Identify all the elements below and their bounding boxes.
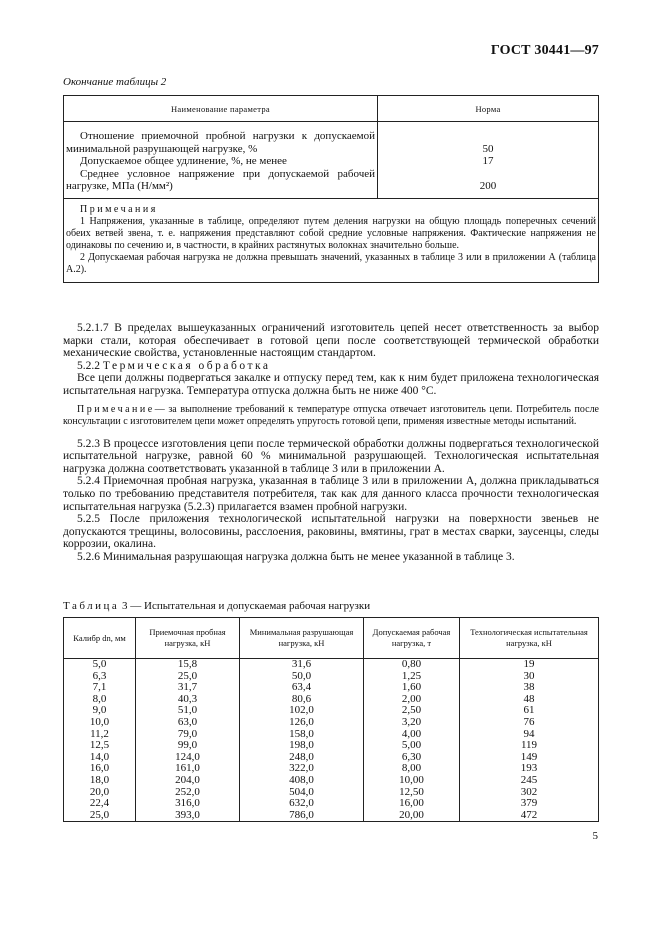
table3-header-3: Минимальная разрушающая нагрузка, кН bbox=[240, 618, 364, 659]
table3-cell: 12,50 bbox=[364, 787, 460, 799]
document-code: ГОСТ 30441—97 bbox=[490, 43, 599, 58]
table3-cell: 504,0 bbox=[240, 787, 364, 799]
table3-cell: 1,60 bbox=[364, 682, 460, 694]
table3-cell: 76 bbox=[460, 717, 599, 729]
table-row bbox=[64, 763, 599, 775]
table-row bbox=[64, 775, 599, 787]
table3-cell: 25,0 bbox=[64, 810, 136, 822]
table3-cell: 119 bbox=[460, 740, 599, 752]
table-row bbox=[64, 810, 599, 822]
table3-cell: 80,6 bbox=[240, 694, 364, 706]
table3-cell: 408,0 bbox=[240, 775, 364, 787]
table3-cell: 149 bbox=[460, 752, 599, 764]
table3-cell: 63,0 bbox=[136, 717, 240, 729]
table-row bbox=[64, 682, 599, 694]
table-row bbox=[64, 729, 599, 741]
table3-cell: 19 bbox=[460, 659, 599, 671]
table3 bbox=[63, 617, 599, 822]
table-row bbox=[64, 659, 599, 671]
table3-cell: 393,0 bbox=[136, 810, 240, 822]
heat-treatment-note bbox=[63, 404, 599, 428]
table3-cell: 5,0 bbox=[64, 659, 136, 671]
table3-cell: 38 bbox=[460, 682, 599, 694]
note-2: 2 Допускаемая рабочая нагрузка не должна превышать значений, указанных в таблице 3 или в приложении А (таблица А.2). bbox=[66, 251, 596, 275]
notes-title: Примечания bbox=[80, 203, 158, 215]
table2-caption: Окончание таблицы 2 bbox=[63, 76, 167, 88]
table-row bbox=[64, 694, 599, 706]
table3-header-4: Допускаемая рабочая нагрузка, т bbox=[364, 618, 460, 659]
table3-body bbox=[64, 659, 599, 822]
table3-cell: 102,0 bbox=[240, 705, 364, 717]
table-row bbox=[64, 787, 599, 799]
table2-param-1: Отношение приемочной пробной нагрузки к допускаемой минимальной разрушающей нагрузке, % bbox=[66, 130, 375, 155]
table3-cell: 94 bbox=[460, 729, 599, 741]
table3-cell: 248,0 bbox=[240, 752, 364, 764]
table3-cell: 40,3 bbox=[136, 694, 240, 706]
para-5-2-5: 5.2.5 После приложения технологической испытательной нагрузки на поверхности звеньев не допускаются трещины, волосовины, расслоения, раковины, вмятины, грат в местах сварки, заусенцы, следы коррозии, окалина. bbox=[63, 513, 599, 551]
table-row bbox=[64, 717, 599, 729]
table-row bbox=[64, 705, 599, 717]
table3-cell: 2,50 bbox=[364, 705, 460, 717]
table3-cell: 316,0 bbox=[136, 798, 240, 810]
table3-cell: 322,0 bbox=[240, 763, 364, 775]
para-5-2-4: 5.2.4 Приемочная пробная нагрузка, указанная в таблице 3 или в приложении А, должна прикладываться только по требованию представителя потребителя, так как для данного класса прочности технологическая испытательная нагрузка (5.2.3) прилагается взамен пробной нагрузки. bbox=[63, 475, 599, 513]
note-label: Примечание bbox=[77, 403, 155, 415]
table2 bbox=[63, 95, 599, 283]
table3-cell: 124,0 bbox=[136, 752, 240, 764]
table3-cell: 6,3 bbox=[64, 671, 136, 683]
table3-cell: 302 bbox=[460, 787, 599, 799]
table3-cell: 14,0 bbox=[64, 752, 136, 764]
table3-cell: 16,0 bbox=[64, 763, 136, 775]
table3-caption-text: 3 — Испытательная и допускаемая рабочая нагрузки bbox=[122, 600, 371, 612]
table3-cell: 48 bbox=[460, 694, 599, 706]
table3-cell: 3,20 bbox=[364, 717, 460, 729]
table3-cell: 25,0 bbox=[136, 671, 240, 683]
table3-header-1: Калибр dn, мм bbox=[64, 618, 136, 659]
table3-caption-word: Таблица bbox=[63, 600, 120, 612]
table3-cell: 18,0 bbox=[64, 775, 136, 787]
para-5-2-3: 5.2.3 В процессе изготовления цепи после термической обработки должны подвергаться технологической испытательной нагрузке, равной 60 % минимальной разрушающей. Технологическая испытательная нагрузка должна соответствовать указанной в таблице 3 или в приложении А. bbox=[63, 437, 599, 475]
table3-cell: 12,5 bbox=[64, 740, 136, 752]
table3-cell: 6,30 bbox=[364, 752, 460, 764]
table3-cell: 1,25 bbox=[364, 671, 460, 683]
table3-cell: 198,0 bbox=[240, 740, 364, 752]
table3-cell: 4,00 bbox=[364, 729, 460, 741]
table3-cell: 204,0 bbox=[136, 775, 240, 787]
table3-cell: 9,0 bbox=[64, 705, 136, 717]
table-row bbox=[64, 752, 599, 764]
table3-cell: 20,00 bbox=[364, 810, 460, 822]
para-heat-treatment: Все цепи должны подвергаться закалке и отпуску перед тем, как к ним будет приложена технологическая испытательная нагрузка. Температура отпуска должна быть не ниже 400 °С. bbox=[63, 372, 599, 397]
table3-cell: 786,0 bbox=[240, 810, 364, 822]
table2-notes bbox=[64, 198, 599, 282]
table2-param-2: Допускаемое общее удлинение, %, не менее bbox=[80, 155, 287, 168]
table3-cell: 472 bbox=[460, 810, 599, 822]
table2-header-norm: Норма bbox=[378, 96, 599, 122]
table3-cell: 63,4 bbox=[240, 682, 364, 694]
table3-cell: 379 bbox=[460, 798, 599, 810]
table3-cell: 8,0 bbox=[64, 694, 136, 706]
table3-cell: 0,80 bbox=[364, 659, 460, 671]
table3-header-2: Приемочная пробная нагрузка, кН bbox=[136, 618, 240, 659]
table2-param-cell bbox=[64, 122, 378, 199]
table3-caption bbox=[63, 600, 370, 612]
table3-cell: 20,0 bbox=[64, 787, 136, 799]
table-row bbox=[64, 740, 599, 752]
table3-cell: 5,00 bbox=[364, 740, 460, 752]
table3-cell: 16,00 bbox=[364, 798, 460, 810]
table3-cell: 193 bbox=[460, 763, 599, 775]
table2-norm-1: 50 bbox=[482, 142, 494, 155]
table3-cell: 79,0 bbox=[136, 729, 240, 741]
table2-header-param: Наименование параметра bbox=[64, 96, 378, 122]
para-5-2-2-heading bbox=[63, 360, 599, 373]
table-row bbox=[64, 671, 599, 683]
table3-header-row bbox=[64, 618, 599, 659]
table2-norm-3: 200 bbox=[479, 180, 497, 193]
table3-cell: 252,0 bbox=[136, 787, 240, 799]
table3-cell: 161,0 bbox=[136, 763, 240, 775]
para-5-2-1-7: 5.2.1.7 В пределах вышеуказанных ограничений изготовитель цепей несет ответственность за выбор марки стали, которая обеспечивает в готовой цепи после соответствующей термической обработки механические свойства, установленные настоящим стандартом. bbox=[63, 322, 599, 360]
table2-norm-cell bbox=[378, 122, 599, 199]
table3-cell: 7,1 bbox=[64, 682, 136, 694]
table2-norm-2: 17 bbox=[482, 155, 494, 168]
table3-cell: 8,00 bbox=[364, 763, 460, 775]
table3-cell: 10,0 bbox=[64, 717, 136, 729]
table3-header-5: Технологическая испытательная нагрузка, кН bbox=[460, 618, 599, 659]
table3-cell: 22,4 bbox=[64, 798, 136, 810]
table3-cell: 245 bbox=[460, 775, 599, 787]
body-text bbox=[63, 322, 599, 564]
table3-cell: 51,0 bbox=[136, 705, 240, 717]
table3-cell: 126,0 bbox=[240, 717, 364, 729]
section-number: 5.2.2 bbox=[77, 359, 100, 372]
section-title: Термическая обработка bbox=[102, 359, 271, 372]
table3-cell: 61 bbox=[460, 705, 599, 717]
table3-cell: 15,8 bbox=[136, 659, 240, 671]
table3-cell: 31,6 bbox=[240, 659, 364, 671]
table3-cell: 31,7 bbox=[136, 682, 240, 694]
table2-param-3: Среднее условное напряжение при допускаемой рабочей нагрузке, МПа (Н/мм²) bbox=[66, 167, 375, 193]
page-number: 5 bbox=[592, 830, 598, 842]
table3-cell: 2,00 bbox=[364, 694, 460, 706]
table-row bbox=[64, 798, 599, 810]
para-5-2-6: 5.2.6 Минимальная разрушающая нагрузка должна быть не менее указанной в таблице 3. bbox=[77, 550, 515, 563]
table3-cell: 10,00 bbox=[364, 775, 460, 787]
table3-cell: 30 bbox=[460, 671, 599, 683]
table3-cell: 632,0 bbox=[240, 798, 364, 810]
table3-cell: 11,2 bbox=[64, 729, 136, 741]
note-text: — за выполнение требований к температуре отпуска отвечает изготовитель цепи. Потребитель после консультации с изготовителем цепи может определять упругость готовой цепи, применяя известные методы испытаний. bbox=[63, 403, 599, 427]
table3-cell: 99,0 bbox=[136, 740, 240, 752]
table3-cell: 158,0 bbox=[240, 729, 364, 741]
note-1: 1 Напряжения, указанные в таблице, определяют путем деления нагрузки на общую площадь поперечных сечений обеих ветвей звена, т. е. напряжения представляют собой средние условные напряжения. Фактические напряжения не одинаковы по сечению и, в частности, в крайних растянутых волокнах значительно больше. bbox=[66, 215, 596, 251]
table3-cell: 50,0 bbox=[240, 671, 364, 683]
